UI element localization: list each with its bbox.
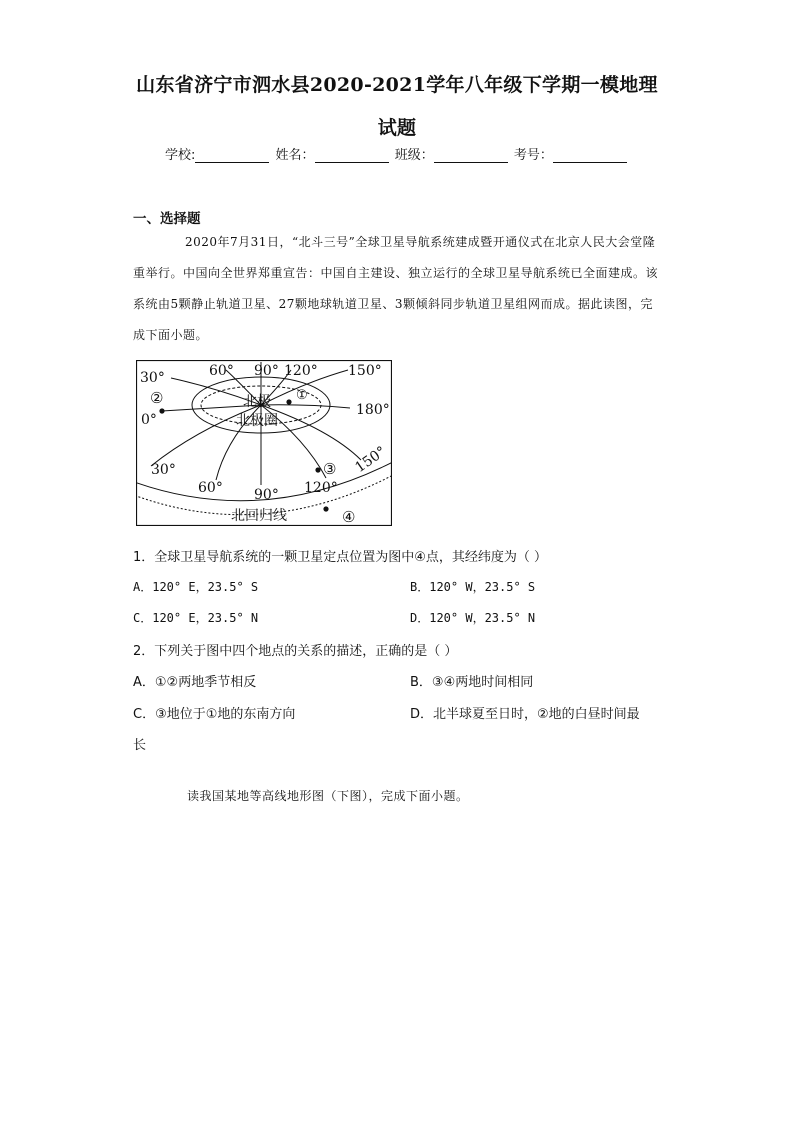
school-blank[interactable] <box>195 148 269 163</box>
point-3-label: ③ <box>323 460 337 478</box>
top-label-150: 150° <box>348 363 382 379</box>
q2-option-c[interactable]: C．③地位于①地的东南方向 <box>133 707 296 722</box>
left-label-30: 30° <box>140 370 165 386</box>
name-label: 姓名： <box>275 148 315 163</box>
q2-stem: 2．下列关于图中四个地点的关系的描述，正确的是（ ） <box>133 644 458 659</box>
left-label-0: 0° <box>141 412 157 428</box>
doc-title-line2: 试题 <box>377 117 417 139</box>
class-label: 班级： <box>394 148 434 163</box>
right-label-180: 180° <box>356 402 390 418</box>
top-label-90: 90° <box>254 363 279 379</box>
tropic-label: 北回归线 <box>231 508 287 524</box>
bottom-label-150: 150° <box>352 443 390 477</box>
q1-option-b[interactable]: B．120° W，23.5° S <box>410 580 536 594</box>
point-1-dot <box>286 399 291 404</box>
arctic-circle-label: 北极圈 <box>236 413 278 429</box>
point-3-dot <box>315 467 320 472</box>
school-label: 学校: <box>165 148 196 163</box>
exam-no-blank[interactable] <box>553 148 627 163</box>
bottom-label-90: 90° <box>254 487 279 503</box>
polar-map-figure <box>136 360 392 526</box>
q1-option-c[interactable]: C．120° E，23.5° N <box>133 611 259 625</box>
name-blank[interactable] <box>315 148 389 163</box>
exam-no-label: 考号： <box>513 148 553 163</box>
point-4-dot <box>323 506 328 511</box>
q2-option-d[interactable]: D．北半球夏至日时，②地的白昼时间最 <box>410 707 640 722</box>
q1-option-d[interactable]: D．120° W，23.5° N <box>410 611 536 625</box>
bottom-label-60: 60° <box>198 480 223 496</box>
bottom-label-120: 120° <box>304 480 338 496</box>
passage-beidou: 2020年7月31日，“北斗三号”全球卫星导航系统建成暨开通仪式在北京人民大会堂隆重举行。中国向全世界郑重宣告：中国自主建设、独立运行的全球卫星导航系统已全面建成。该系统由5颗静止轨道卫星、27颗地球轨道卫星、3颗倾斜同步轨道卫星组网而成。据此读图，完成下面小题。 <box>133 235 659 342</box>
q2-option-a[interactable]: A．①②两地季节相反 <box>133 675 257 690</box>
point-2-label: ② <box>150 389 164 407</box>
top-label-60: 60° <box>209 363 234 379</box>
section-heading: 一、选择题 <box>133 211 201 227</box>
doc-title-line1: 山东省济宁市泗水县2020-2021学年八年级下学期一模地理 <box>136 74 658 96</box>
bottom-label-30: 30° <box>151 462 176 478</box>
q1-stem: 1．全球卫星导航系统的一颗卫星定点位置为图中④点，其经纬度为（ ） <box>133 550 548 565</box>
point-2-dot <box>159 408 164 413</box>
class-blank[interactable] <box>434 148 508 163</box>
student-info-row <box>165 144 629 163</box>
q2-option-b[interactable]: B．③④两地时间相同 <box>410 675 534 690</box>
passage-contour-map: 读我国某地等高线地形图（下图），完成下面小题。 <box>187 789 469 803</box>
top-label-120: 120° <box>284 363 318 379</box>
point-1-label: ① <box>296 388 308 403</box>
pole-label: 北极 <box>243 394 271 410</box>
point-4-label: ④ <box>342 508 356 526</box>
q1-option-a[interactable]: A．120° E，23.5° S <box>133 580 259 594</box>
q2-option-d-continued: 长 <box>133 738 147 753</box>
